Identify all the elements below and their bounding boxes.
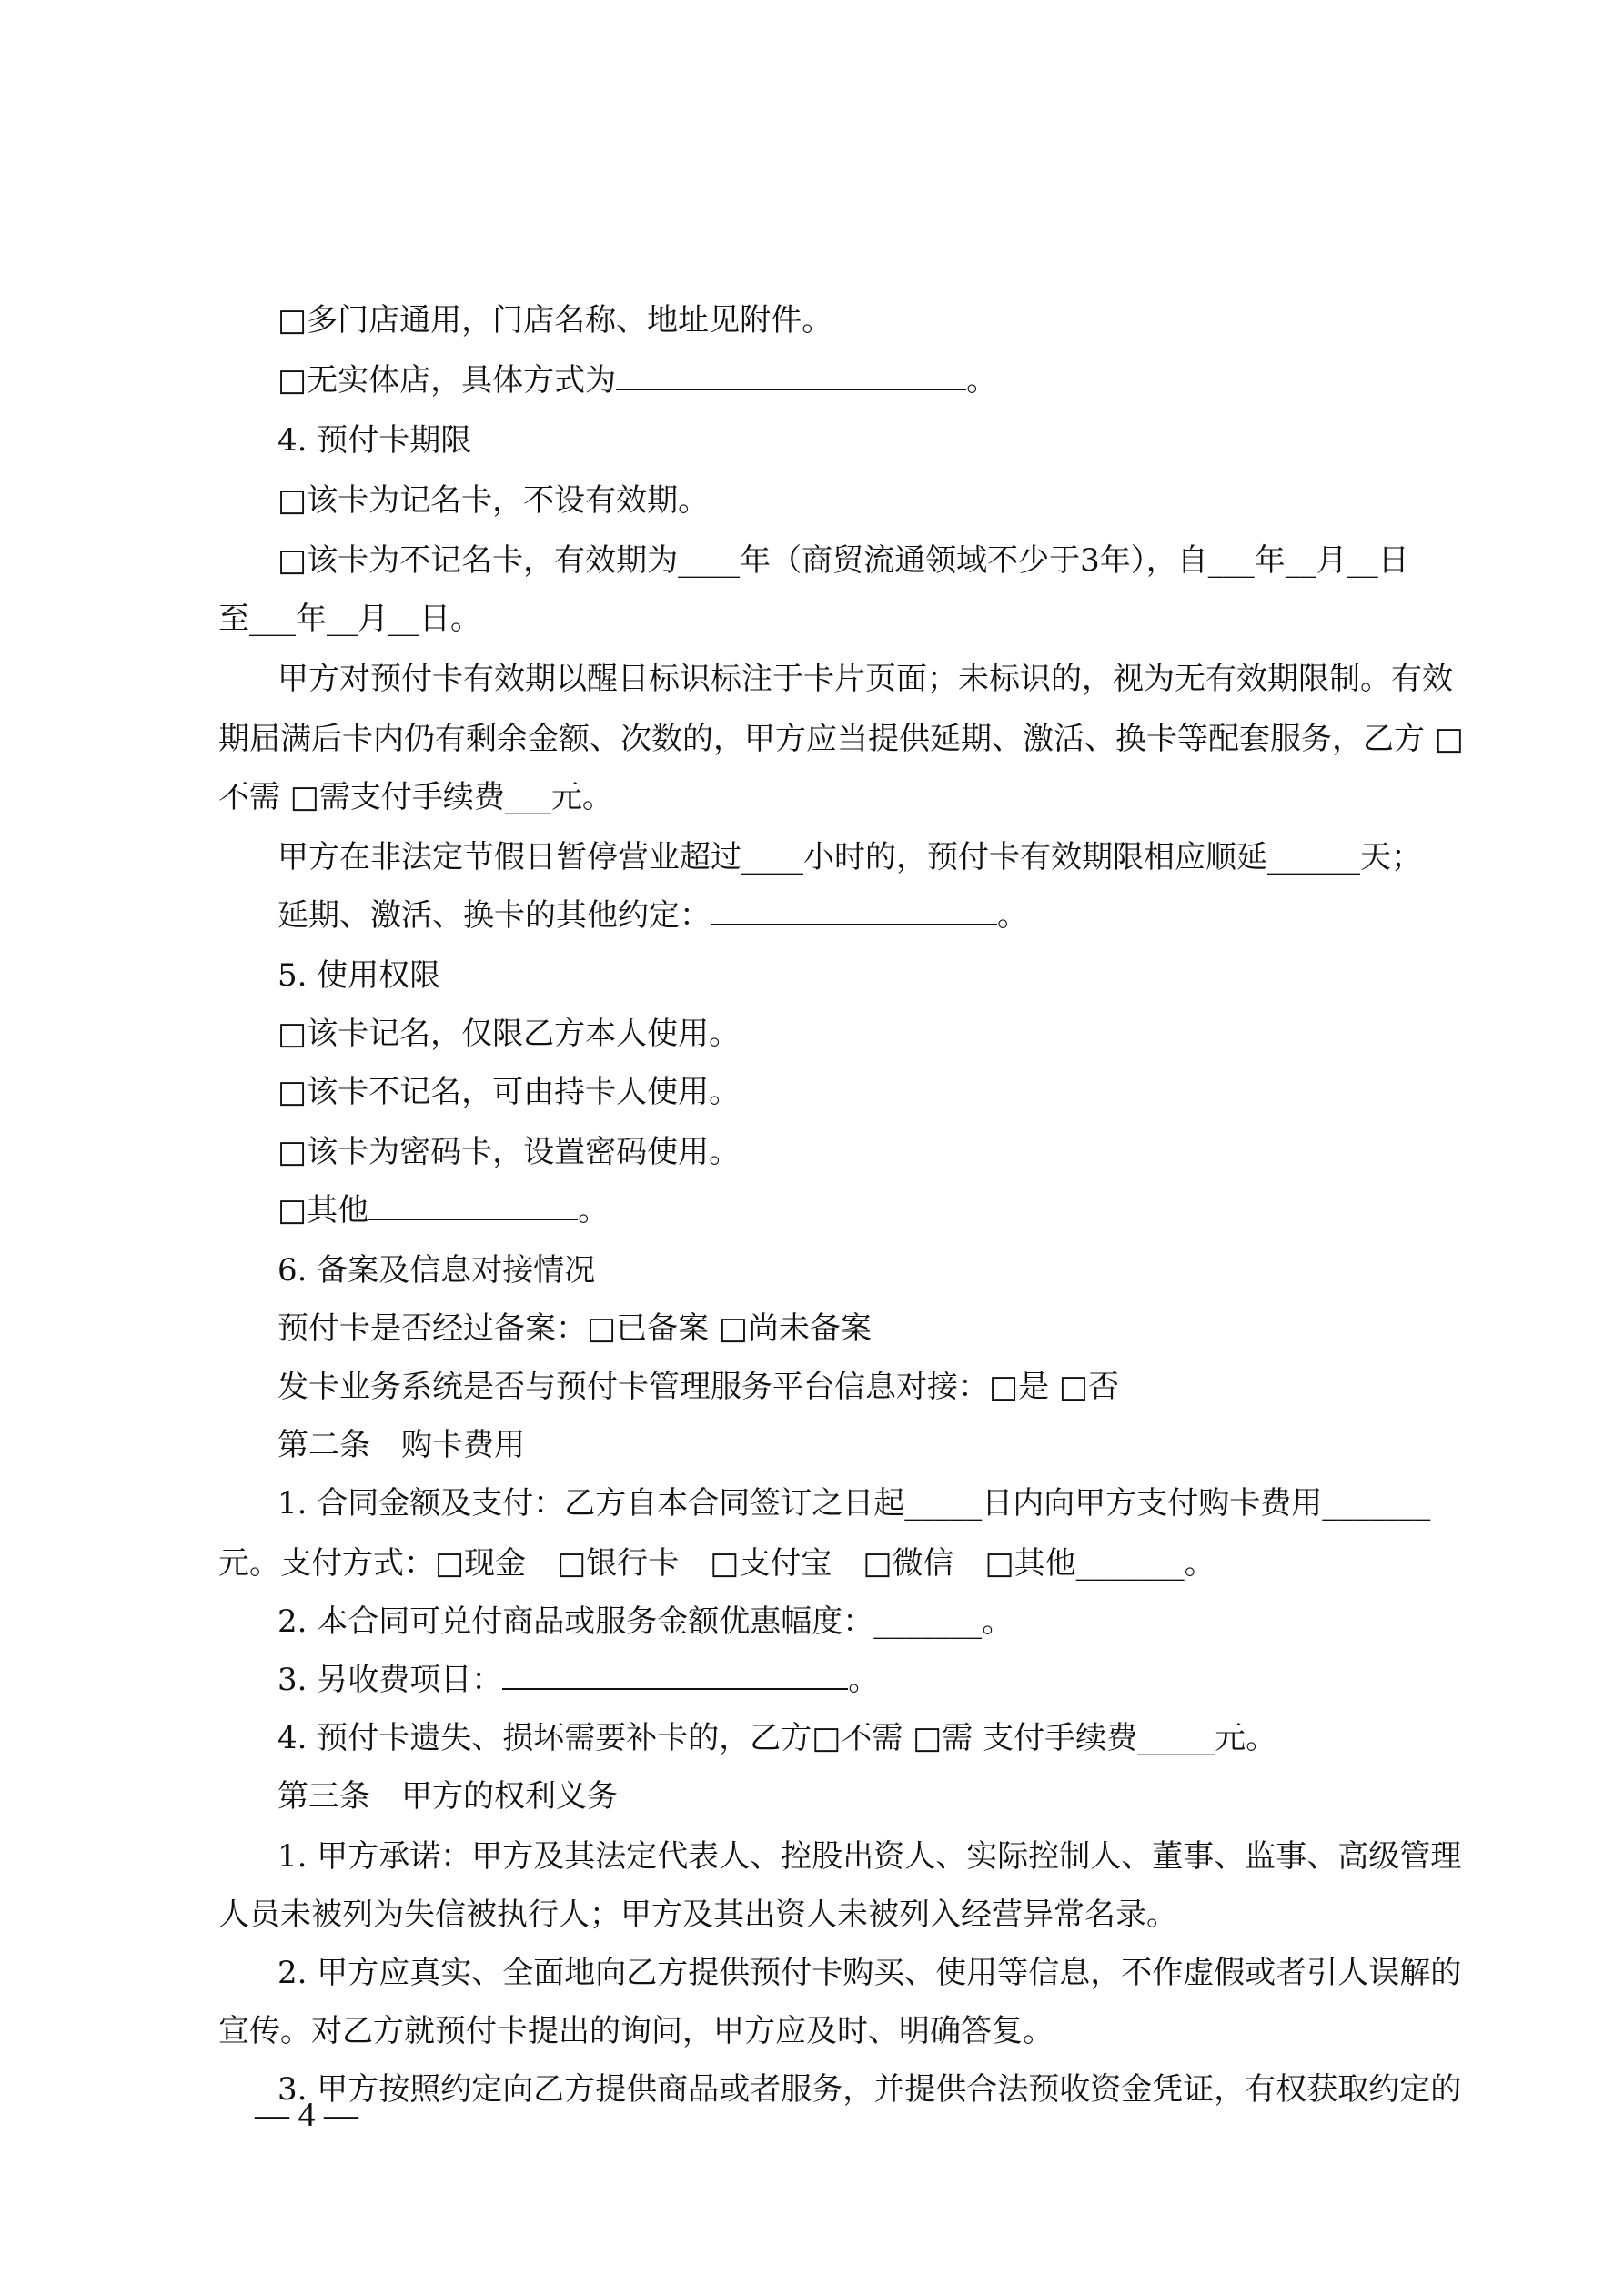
text-line: 1. 甲方承诺：甲方及其法定代表人、控股出资人、实际控制人、董事、监事、高级管理 [277, 1838, 1462, 1875]
text-line: □其他 。 [277, 1192, 610, 1229]
text-line: 1. 合同金额及支付：乙方自本合同签订之日起_____日内向甲方支付购卡费用_______ [277, 1485, 1431, 1522]
text-line: 2. 甲方应真实、全面地向乙方提供预付卡购买、使用等信息，不作虚假或者引人误解的 [277, 1955, 1462, 1991]
section-heading: 6. 备案及信息对接情况 [277, 1252, 596, 1289]
text-line: 4. 预付卡遗失、损坏需要补卡的，乙方□不需 □需 支付手续费_____元。 [277, 1720, 1277, 1756]
article-heading: 第三条 甲方的权利义务 [277, 1778, 618, 1815]
text-line: 元。支付方式：□现金 □银行卡 □支付宝 □微信 □其他_______。 [218, 1545, 1215, 1582]
text-line: 期届满后卡内仍有剩余金额、次数的，甲方应当提供延期、激活、换卡等配套服务，乙方 □ [218, 721, 1464, 757]
section-heading: 4. 预付卡期限 [277, 422, 472, 459]
text-line: □该卡记名，仅限乙方本人使用。 [277, 1016, 741, 1052]
section-heading: 5. 使用权限 [277, 957, 441, 994]
article-heading: 第二条 购卡费用 [277, 1427, 525, 1463]
text-line: 预付卡是否经过备案：□已备案 □尚未备案 [277, 1310, 873, 1347]
text-line: 至___年__月__日。 [218, 601, 481, 637]
text-line: 发卡业务系统是否与预付卡管理服务平台信息对接：□是 □否 [277, 1369, 1120, 1405]
page-number: — 4 — [255, 2096, 358, 2134]
text-line: 延期、激活、换卡的其他约定： 。 [277, 897, 1028, 934]
text-line: 人员未被列为失信被执行人；甲方及其出资人未被列入经营异常名录。 [218, 1896, 1177, 1933]
text-line: □多门店通用，门店名称、地址见附件。 [277, 302, 833, 339]
text-line: 甲方对预付卡有效期以醒目标识标注于卡片页面；未标识的，视为无有效期限制。有效 [277, 661, 1453, 697]
text-line: 不需 □需支付手续费___元。 [218, 779, 613, 815]
text-line: □该卡为记名卡，不设有效期。 [277, 482, 710, 519]
fill-blank [711, 896, 997, 925]
text-line: 3. 另收费项目： 。 [277, 1662, 880, 1698]
fill-blank [502, 1661, 848, 1690]
text-line: □该卡为密码卡，设置密码使用。 [277, 1134, 741, 1170]
text-line: 甲方在非法定节假日暂停营业超过____小时的，预付卡有效期限相应顺延______天； [277, 839, 1422, 875]
fill-blank [616, 361, 966, 390]
text-line: 2. 本合同可兑付商品或服务金额优惠幅度：_______。 [277, 1603, 1014, 1640]
text-line: 3. 甲方按照约定向乙方提供商品或者服务，并提供合法预收资金凭证，有权获取约定的 [277, 2071, 1462, 2108]
fill-blank [368, 1191, 578, 1220]
text-line: □无实体店，具体方式为 。 [277, 362, 998, 399]
text-line: □该卡为不记名卡，有效期为____年（商贸流通领域不少于3年），自___年__月__日 [277, 542, 1409, 579]
text-line: 宣传。对乙方就预付卡提出的询问，甲方应及时、明确答复。 [218, 2013, 1054, 2049]
text-line: □该卡不记名，可由持卡人使用。 [277, 1074, 741, 1110]
